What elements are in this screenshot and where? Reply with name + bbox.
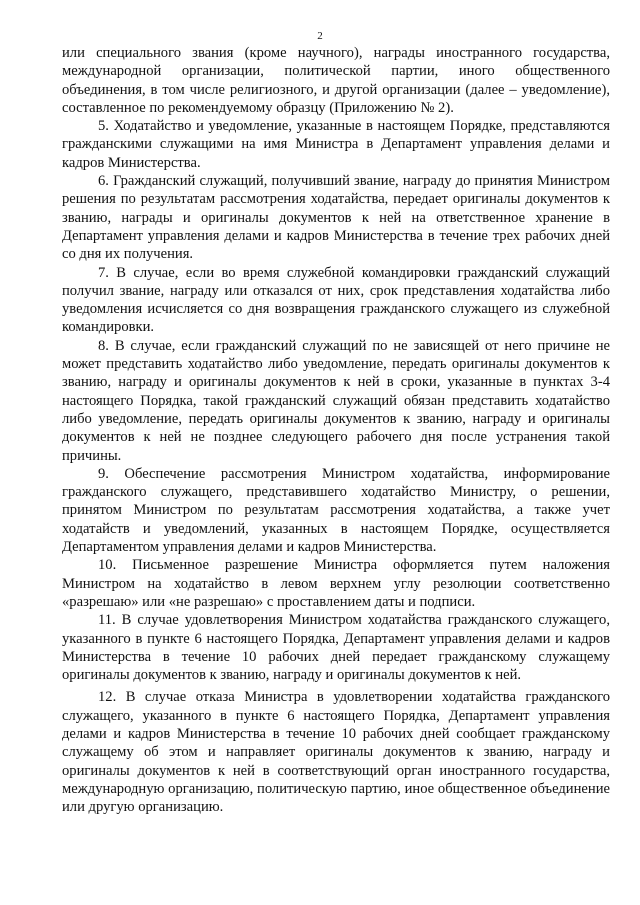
paragraph-6: 6. Гражданский служащий, получивший звание, награду до принятия Министром решения по результатам рассмотрения ходатайства, передает оригиналы документов к званию, награды и оригиналы документов к ней на ответственное хранение в Департамент управления делами и кадров Министерства в течение трех рабочих дней со дня их получения. (62, 173, 610, 263)
paragraph-continuation: или специального звания (кроме научного), награды иностранного государства, международной организации, политической партии, иного общественного объединения, в том числе религиозного, и другой организации (далее – уведомление), составленное по рекомендуемому образцу (Приложению № 2). (62, 45, 610, 116)
paragraph-11: 11. В случае удовлетворения Министром ходатайства гражданского служащего, указанного в пункте 6 настоящего Порядка, Департамент управления делами и кадров Министерства в течение 10 рабочих дней передает гражданскому служащему оригиналы документов к званию, награду и оригиналы документов к ней. (62, 612, 610, 684)
paragraph-5: 5. Ходатайство и уведомление, указанные в настоящем Порядке, представляются гражданскими служащими на имя Министра в Департамент управления делами и кадров Министерства. (62, 118, 610, 171)
paragraph-10: 10. Письменное разрешение Министра оформляется путем наложения Министром на ходатайство в левом верхнем углу резолюции соответственно «разрешаю» или «не разрешаю» с проставлением даты и подписи. (62, 557, 610, 610)
paragraph-12: 12. В случае отказа Министра в удовлетворении ходатайства гражданского служащего, указанного в пункте 6 настоящего Порядка, Департамент управления делами и кадров Министерства в течение 10 рабочих дней сообщает гражданскому служащему об этом и направляет оригиналы документов к званию, награду и оригиналы документов к ней в соответствующий орган иностранного государства, международную организацию, политическую партию, иное общественное объединение или другую организацию. (62, 689, 610, 816)
page-number: 2 (317, 30, 323, 42)
paragraph-9: 9. Обеспечение рассмотрения Министром ходатайства, информирование гражданского служащего, представившего ходатайство Министру, о решении, принятом Министром по результатам рассмотрения ходатайства, а также учет ходатайств и уведомлений, указанных в настоящем Порядке, осуществляется Департаментом управления делами и кадров Министерства. (62, 465, 610, 556)
paragraph-7: 7. В случае, если во время служебной командировки гражданский служащий получил звание, награду или отказался от них, срок представления ходатайства либо уведомления исчисляется со дня возвращения гражданского служащего из служебной командировки. (62, 264, 610, 336)
paragraph-8: 8. В случае, если гражданский служащий по не зависящей от него причине не может представить ходатайство либо уведомление, передать оригиналы документов к званию, награду и оригиналы документов к ней в сроки, указанные в пунктах 3-4 настоящего Порядка, такой гражданский служащий обязан представить ходатайство либо уведомление, передать оригиналы документов к званию, награду и оригиналы документов к ней не позднее следующего рабочего дня после устранения такой причины. (62, 337, 610, 464)
document-body (62, 44, 610, 816)
